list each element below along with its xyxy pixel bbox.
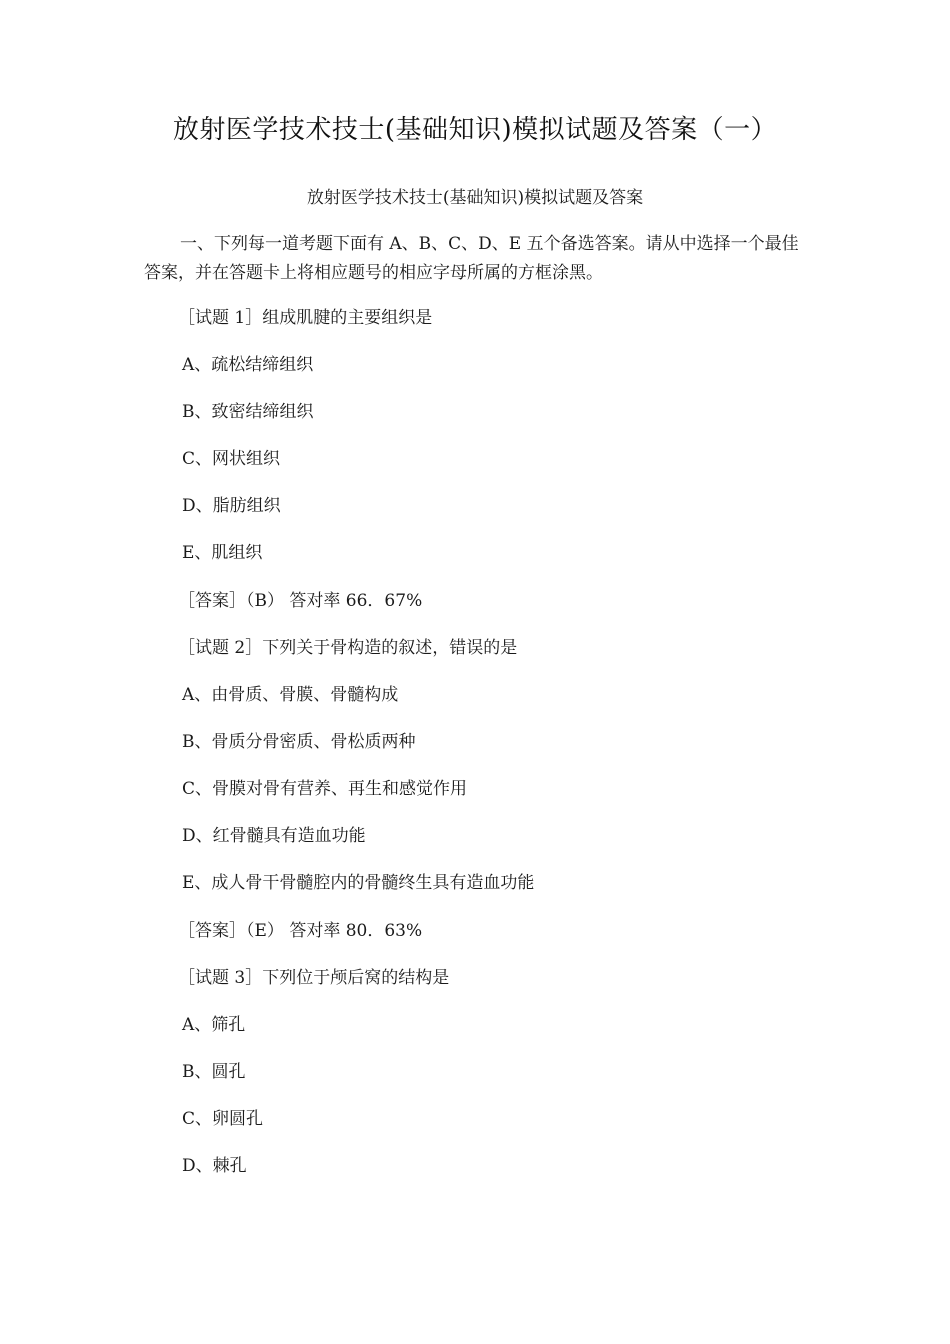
question-2-answer: ［答案］（E） 答对率 80．63% [178, 921, 423, 941]
question-2-option-b: B、骨质分骨密质、骨松质两种 [182, 732, 416, 752]
instructions-paragraph: 一、下列每一道考题下面有 A、B、C、D、E 五个备选答案。请从中选择一个最佳答案，并在答题卡上将相应题号的相应字母所属的方框涂黑。 [144, 234, 799, 283]
question-1-option-d: D、脂肪组织 [182, 496, 281, 516]
document-title: 放射医学技术技士(基础知识)模拟试题及答案（一） [172, 115, 778, 145]
question-2-option-e: E、成人骨干骨髓腔内的骨髓终生具有造血功能 [182, 873, 535, 893]
question-1-option-b: B、致密结缔组织 [182, 402, 314, 422]
question-3-option-b: B、圆孔 [182, 1062, 246, 1082]
question-1-option-a: A、疏松结缔组织 [182, 355, 314, 375]
question-3-option-d: D、棘孔 [182, 1156, 247, 1176]
document-subtitle: 放射医学技术技士(基础知识)模拟试题及答案 [306, 188, 644, 208]
question-3-option-a: A、筛孔 [182, 1015, 246, 1035]
question-2-option-c: C、骨膜对骨有营养、再生和感觉作用 [182, 779, 468, 799]
question-2-option-a: A、由骨质、骨膜、骨髓构成 [182, 685, 399, 705]
question-1-option-e: E、肌组织 [182, 543, 263, 563]
question-1-answer: ［答案］（B） 答对率 66．67% [178, 591, 423, 611]
question-3-stem: ［试题 3］下列位于颅后窝的结构是 [178, 968, 450, 988]
question-3-option-c: C、卵圆孔 [182, 1109, 264, 1129]
question-2-stem: ［试题 2］下列关于骨构造的叙述，错误的是 [178, 638, 518, 658]
question-2-option-d: D、红骨髓具有造血功能 [182, 826, 366, 846]
question-1-stem: ［试题 1］组成肌腱的主要组织是 [178, 308, 433, 328]
question-1-option-c: C、网状组织 [182, 449, 281, 469]
